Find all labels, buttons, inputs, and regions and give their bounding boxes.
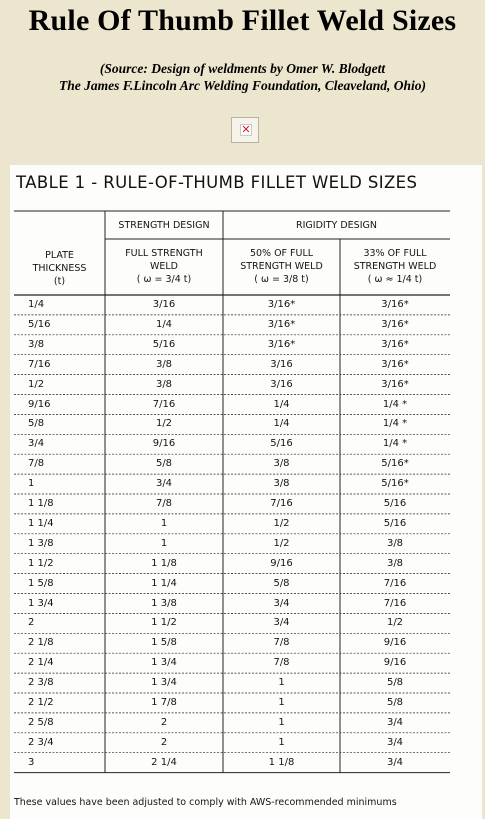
cell-50-percent: 1 xyxy=(278,716,285,728)
cell-50-percent: 5/8 xyxy=(273,577,290,589)
cell-plate-thickness: 2 3/8 xyxy=(28,677,54,689)
cell-33-percent: 5/8 xyxy=(386,697,404,708)
cell-50-percent: 3/4 xyxy=(273,597,290,609)
cell-50-percent: 1 1/8 xyxy=(268,756,295,768)
header-33-percent: 33% OF FULL xyxy=(363,248,427,259)
cell-plate-thickness: 2 1/2 xyxy=(28,697,54,708)
cell-50-percent: 9/16 xyxy=(270,557,293,569)
header-rigidity-design: RIGIDITY DESIGN xyxy=(296,220,377,231)
cell-full-strength: 1 xyxy=(160,537,168,549)
cell-full-strength: 1 xyxy=(160,517,168,529)
cell-plate-thickness: 1 5/8 xyxy=(28,577,54,589)
cell-33-percent: 1/4 * xyxy=(382,418,408,430)
cell-plate-thickness: 1 1/2 xyxy=(28,557,54,569)
cell-full-strength: 3/8 xyxy=(155,378,173,390)
red-x-icon: ✕ xyxy=(241,123,251,136)
broken-image-icon[interactable] xyxy=(231,117,259,143)
cell-50-percent: 3/8 xyxy=(273,458,290,470)
page-title: Rule Of Thumb Fillet Weld Sizes xyxy=(28,4,457,37)
cell-full-strength: 5/16 xyxy=(152,338,176,350)
cell-33-percent: 3/16* xyxy=(381,299,409,310)
header-33-percent: STRENGTH WELD xyxy=(353,261,437,272)
cell-full-strength: 7/8 xyxy=(155,498,173,509)
header-plate-thickness: (t) xyxy=(53,276,66,287)
cell-33-percent: 5/16* xyxy=(381,478,409,490)
cell-33-percent: 3/4 xyxy=(386,716,404,728)
cell-full-strength: 1 1/8 xyxy=(151,557,177,569)
cell-full-strength: 2 1/4 xyxy=(151,756,177,768)
cell-33-percent: 1/4 * xyxy=(382,438,408,450)
cell-33-percent: 3/16* xyxy=(381,318,409,330)
cell-plate-thickness: 5/16 xyxy=(28,318,51,330)
cell-50-percent: 3/4 xyxy=(273,617,290,629)
cell-50-percent: 3/8 xyxy=(273,478,290,490)
cell-50-percent: 3/16* xyxy=(267,338,296,350)
cell-50-percent: 7/16 xyxy=(270,498,293,509)
cell-full-strength: 9/16 xyxy=(152,438,176,450)
header-full-strength-weld: FULL STRENGTH xyxy=(125,248,203,259)
source-line-2: The James F.Lincoln Arc Welding Foundation, Cleaveland, Ohio) xyxy=(58,78,427,93)
cell-full-strength: 1/4 xyxy=(155,318,173,330)
cell-plate-thickness: 7/16 xyxy=(28,358,51,370)
cell-full-strength: 1 3/4 xyxy=(151,657,177,669)
cell-plate-thickness: 9/16 xyxy=(28,398,51,410)
cell-50-percent: 1 xyxy=(278,697,285,708)
cell-plate-thickness: 3 xyxy=(28,756,35,768)
header-full-strength-weld: ( ω = 3/4 t) xyxy=(136,274,192,285)
cell-50-percent: 3/16 xyxy=(270,378,293,390)
cell-50-percent: 5/16 xyxy=(270,438,293,450)
cell-plate-thickness: 1/4 xyxy=(28,299,45,310)
header-strength-design: STRENGTH DESIGN xyxy=(118,220,210,231)
cell-full-strength: 2 xyxy=(160,736,168,748)
cell-plate-thickness: 1 3/8 xyxy=(28,537,54,549)
cell-plate-thickness: 1 1/4 xyxy=(28,517,54,529)
source-line-1: (Source: Design of weldments by Omer W. Blodgett xyxy=(99,61,386,76)
cell-full-strength: 1 1/4 xyxy=(151,577,177,589)
cell-full-strength: 5/8 xyxy=(155,458,173,470)
cell-plate-thickness: 2 5/8 xyxy=(28,716,54,728)
header-50-percent: STRENGTH WELD xyxy=(240,261,323,272)
cell-full-strength: 3/4 xyxy=(155,478,173,490)
cell-33-percent: 9/16 xyxy=(383,657,407,669)
cell-33-percent: 9/16 xyxy=(383,637,407,649)
cell-full-strength: 1 3/8 xyxy=(151,597,177,609)
cell-full-strength: 1/2 xyxy=(155,418,173,430)
cell-33-percent: 3/4 xyxy=(386,736,404,748)
header-full-strength-weld: WELD xyxy=(149,261,178,272)
cell-50-percent: 3/16* xyxy=(267,318,296,330)
cell-50-percent: 1 xyxy=(278,736,285,748)
cell-33-percent: 3/16* xyxy=(381,358,409,370)
cell-50-percent: 1 xyxy=(278,677,285,689)
cell-full-strength: 3/8 xyxy=(155,358,173,370)
cell-33-percent: 5/8 xyxy=(386,677,404,689)
header-33-percent: ( ω ≈ 1/4 t) xyxy=(367,274,423,285)
cell-33-percent: 3/16* xyxy=(381,338,409,350)
cell-plate-thickness: 2 1/4 xyxy=(28,657,54,669)
cell-33-percent: 3/8 xyxy=(386,537,404,549)
scanned-table-image xyxy=(10,165,482,819)
cell-full-strength: 2 xyxy=(160,716,168,728)
cell-plate-thickness: 5/8 xyxy=(28,418,45,430)
cell-50-percent: 3/16* xyxy=(267,299,296,310)
cell-plate-thickness: 1 xyxy=(28,478,35,490)
cell-plate-thickness: 2 1/8 xyxy=(28,637,54,649)
table-title: TABLE 1 - RULE-OF-THUMB FILLET WELD SIZES xyxy=(16,173,418,192)
cell-full-strength: 3/16 xyxy=(152,299,176,310)
source-citation xyxy=(0,60,485,94)
header-50-percent: ( ω = 3/8 t) xyxy=(254,274,309,285)
cell-plate-thickness: 2 xyxy=(28,617,35,629)
cell-33-percent: 1/4 * xyxy=(382,398,408,410)
cell-full-strength: 1 1/2 xyxy=(151,617,177,629)
cell-50-percent: 7/8 xyxy=(273,637,290,649)
header-plate-thickness: THICKNESS xyxy=(32,263,87,274)
cell-plate-thickness: 1 3/4 xyxy=(28,597,54,609)
cell-full-strength: 1 3/4 xyxy=(151,677,177,689)
cell-plate-thickness: 3/4 xyxy=(28,438,45,450)
cell-plate-thickness: 2 3/4 xyxy=(28,736,54,748)
cell-full-strength: 1 5/8 xyxy=(151,637,177,649)
cell-full-strength: 1 7/8 xyxy=(151,697,177,708)
cell-33-percent: 3/4 xyxy=(386,756,404,768)
cell-33-percent: 7/16 xyxy=(383,577,407,589)
cell-plate-thickness: 1 1/8 xyxy=(28,498,54,509)
cell-50-percent: 1/2 xyxy=(273,537,290,549)
cell-plate-thickness: 3/8 xyxy=(28,338,45,350)
cell-33-percent: 3/16* xyxy=(381,378,409,390)
cell-50-percent: 1/4 xyxy=(273,418,290,430)
cell-33-percent: 5/16 xyxy=(383,498,407,509)
header-plate-thickness: PLATE xyxy=(45,250,74,261)
cell-50-percent: 1/2 xyxy=(273,517,290,529)
cell-33-percent: 5/16* xyxy=(381,458,409,470)
cell-full-strength: 7/16 xyxy=(152,398,176,410)
header-50-percent: 50% OF FULL xyxy=(249,248,314,259)
cell-50-percent: 1/4 xyxy=(273,398,290,410)
cell-plate-thickness: 7/8 xyxy=(28,458,45,470)
cell-33-percent: 1/2 xyxy=(386,617,404,629)
cell-33-percent: 3/8 xyxy=(386,557,404,569)
cell-plate-thickness: 1/2 xyxy=(28,378,45,390)
cell-50-percent: 7/8 xyxy=(273,657,290,669)
cell-33-percent: 7/16 xyxy=(383,597,407,609)
cell-33-percent: 5/16 xyxy=(383,517,407,529)
cell-50-percent: 3/16 xyxy=(270,358,293,370)
table-footnote: These values have been adjusted to comply with AWS-recommended minimums xyxy=(14,797,397,808)
